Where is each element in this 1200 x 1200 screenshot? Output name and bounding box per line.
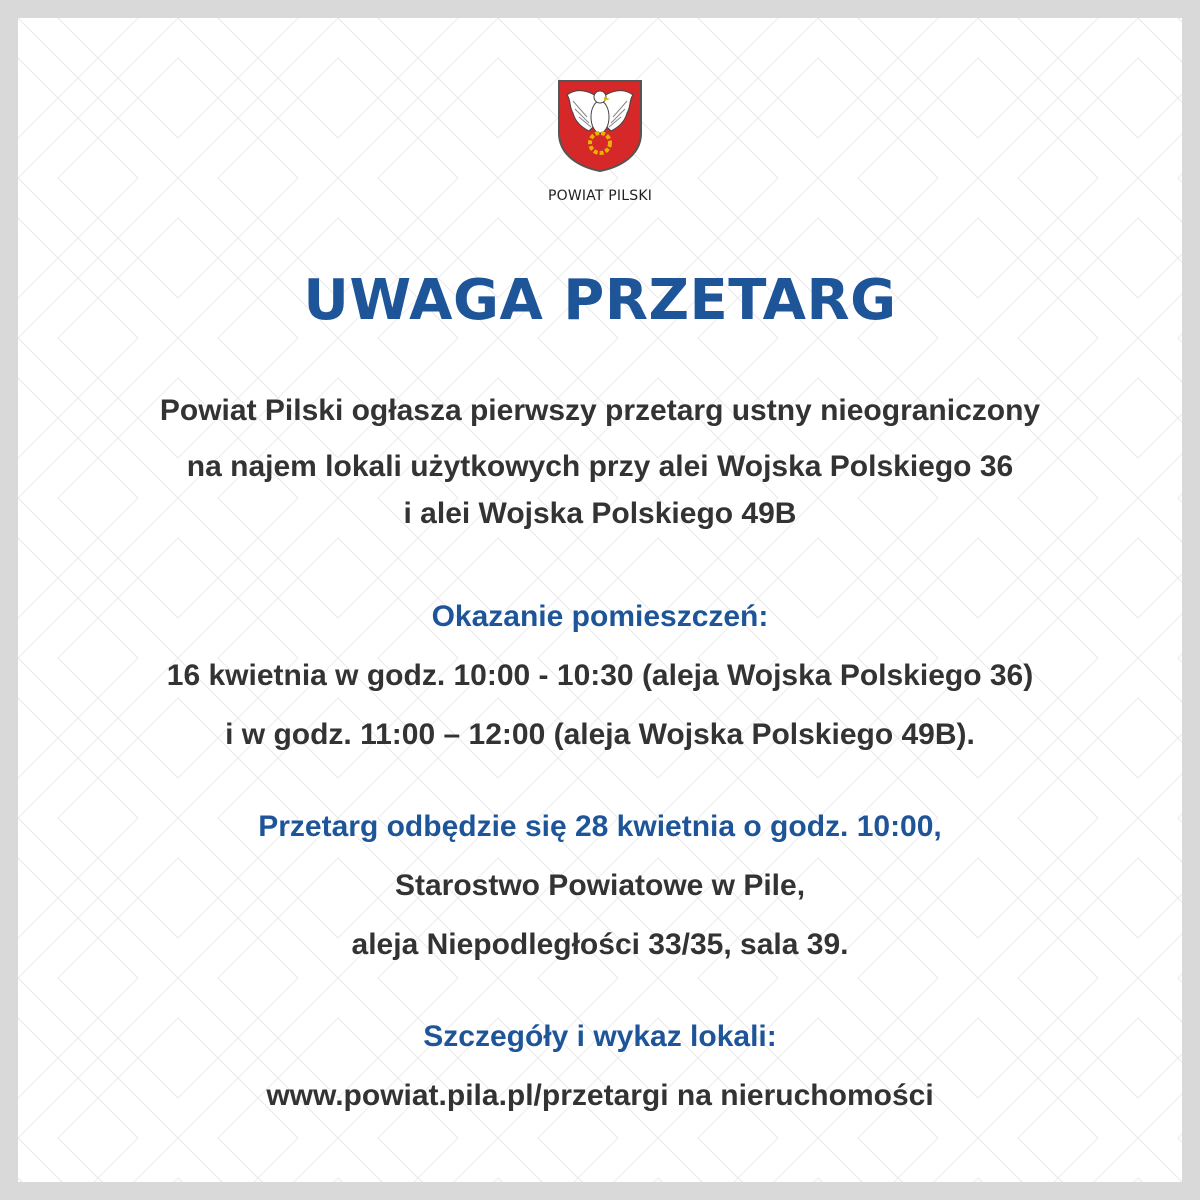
intro-line-1: Powiat Pilski ogłasza pierwszy przetarg ustny nieograniczony [159, 394, 1041, 427]
auction-line-1: Starostwo Powiatowe w Pile, [394, 869, 806, 902]
viewing-heading: Okazanie pomieszczeń: [431, 600, 769, 633]
eagle-shield-icon [555, 77, 645, 173]
intro-line-3: i alei Wojska Polskiego 49B [403, 497, 797, 530]
county-name: POWIAT PILSKI [547, 188, 653, 204]
intro-line-2: na najem lokali użytkowych przy alei Wojska Polskiego 36 [186, 450, 1014, 483]
details-heading: Szczegóły i wykaz lokali: [423, 1020, 777, 1053]
details-url: www.powiat.pila.pl/przetargi na nieruchomości [266, 1079, 934, 1112]
page-title: UWAGA PRZETARG [303, 268, 897, 333]
auction-line-2: aleja Niepodległości 33/35, sala 39. [351, 928, 849, 961]
announcement-poster [18, 18, 1182, 1182]
auction-heading: Przetarg odbędzie się 28 kwietnia o godz. 10:00, [258, 810, 942, 843]
viewing-line-2: i w godz. 11:00 – 12:00 (aleja Wojska Polskiego 49B). [225, 718, 975, 751]
coat-of-arms-logo [555, 77, 645, 173]
announcement-content [18, 18, 1182, 1182]
viewing-line-1: 16 kwietnia w godz. 10:00 - 10:30 (aleja Wojska Polskiego 36) [166, 659, 1034, 692]
